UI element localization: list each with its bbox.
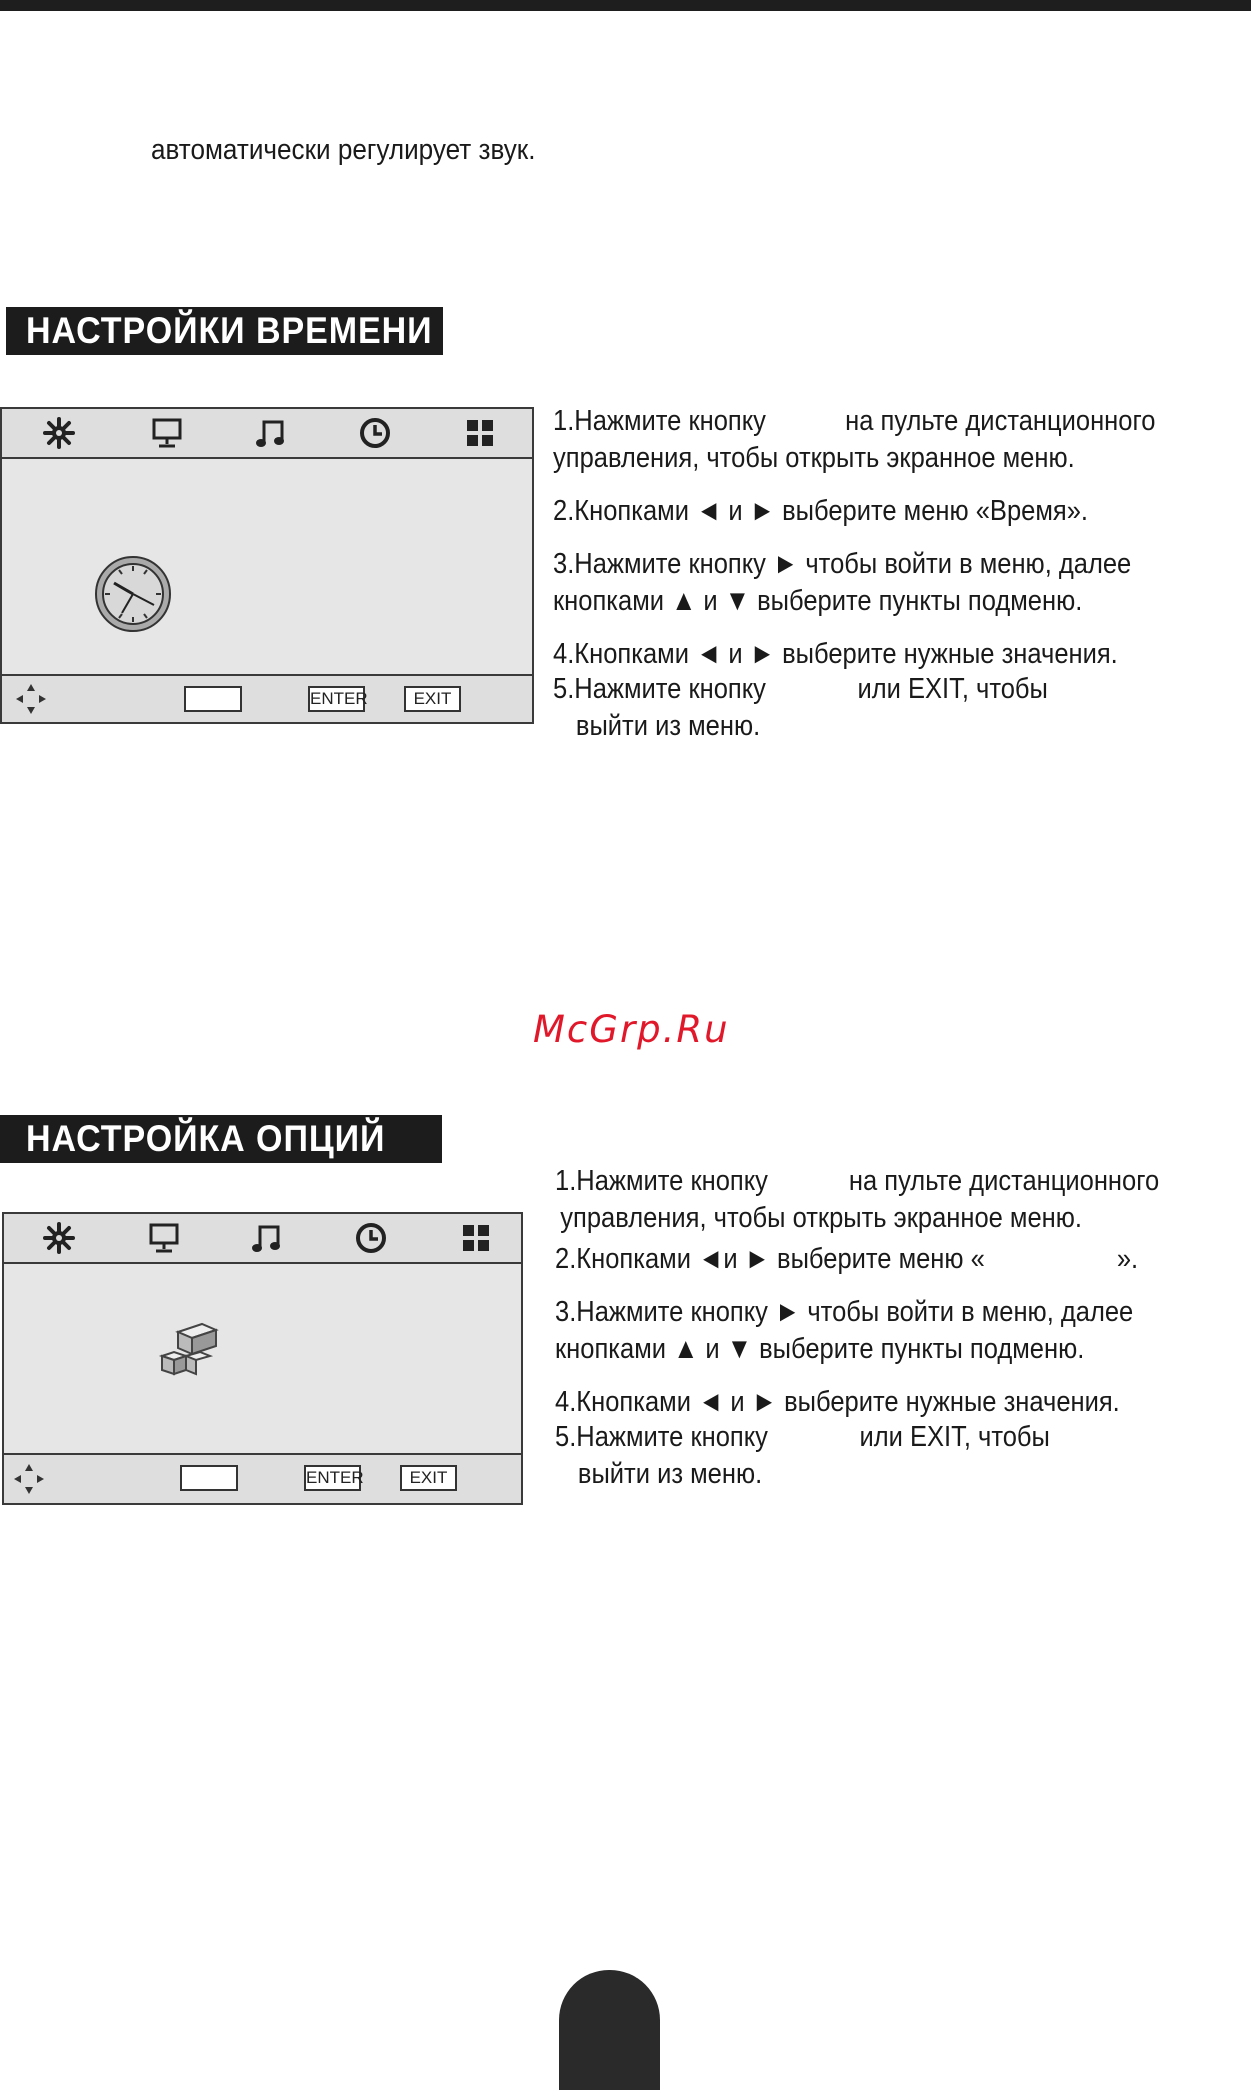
- top-bar: [0, 0, 1251, 11]
- clock-icon[interactable]: [354, 1221, 388, 1255]
- options-grid-icon[interactable]: [459, 1221, 493, 1255]
- step-line: 2.Кнопками ◄ и ► выберите меню «Время».: [553, 495, 1088, 527]
- analog-clock-icon: [94, 555, 172, 633]
- enter-button[interactable]: ENTER: [308, 686, 365, 712]
- menu-tab-bar: [2, 409, 532, 459]
- step-line: 1.Нажмите кнопку на пульте дистанционного: [553, 405, 1156, 437]
- menu-bottom-bar: [4, 1453, 521, 1503]
- menu-bottom-bar: [2, 674, 532, 722]
- move-arrows-icon: [14, 682, 48, 716]
- osd-menu-time: [0, 407, 534, 724]
- screen-icon[interactable]: [147, 1221, 181, 1255]
- exit-button[interactable]: EXIT: [404, 686, 461, 712]
- clock-icon[interactable]: [358, 416, 392, 450]
- music-note-icon[interactable]: [253, 416, 287, 450]
- exit-button[interactable]: EXIT: [400, 1465, 457, 1491]
- intro-text: автоматически регулирует звук.: [151, 134, 536, 166]
- step-line: 1.Нажмите кнопку на пульте дистанционного: [555, 1165, 1160, 1197]
- step-line: выйти из меню.: [575, 710, 761, 742]
- step-line: 3.Нажмите кнопку ► чтобы войти в меню, далее: [553, 548, 1132, 580]
- options-grid-icon[interactable]: [463, 416, 497, 450]
- menu-tab-bar: [4, 1214, 521, 1264]
- screen-icon[interactable]: [150, 416, 184, 450]
- move-arrows-icon: [12, 1462, 46, 1496]
- step-line: 3.Нажмите кнопку ► чтобы войти в меню, далее: [555, 1296, 1134, 1328]
- menu-key-button[interactable]: [180, 1465, 238, 1491]
- step-line: кнопками ▲ и ▼ выберите пункты подменю.: [553, 585, 1083, 617]
- enter-button[interactable]: ENTER: [304, 1465, 361, 1491]
- menu-key-button[interactable]: [184, 686, 242, 712]
- picture-icon[interactable]: [42, 1221, 76, 1255]
- picture-icon[interactable]: [42, 416, 76, 450]
- step-line: 5.Нажмите кнопку или EXIT, чтобы: [553, 673, 1048, 705]
- page-number-tab: [559, 1970, 660, 2090]
- instructions-time: [553, 403, 1155, 745]
- step-line: управления, чтобы открыть экранное меню.: [553, 442, 1075, 474]
- step-line: 4.Кнопками ◄ и ► выберите нужные значения.: [553, 638, 1118, 670]
- section-heading-time: [6, 307, 443, 355]
- options-blocks-icon: [156, 1320, 222, 1382]
- instructions-options: [555, 1163, 1159, 1493]
- step-line: кнопками ▲ и ▼ выберите пункты подменю.: [555, 1333, 1085, 1365]
- osd-menu-options: [2, 1212, 523, 1505]
- step-line: управления, чтобы открыть экранное меню.: [560, 1202, 1082, 1234]
- step-line: выйти из меню.: [577, 1458, 763, 1490]
- step-line: 2.Кнопками ◄и ► выберите меню « ».: [555, 1243, 1139, 1275]
- watermark: McGrp.Ru: [533, 1008, 730, 1051]
- step-line: 4.Кнопками ◄ и ► выберите нужные значения.: [555, 1386, 1120, 1418]
- step-line: 5.Нажмите кнопку или EXIT, чтобы: [555, 1421, 1050, 1453]
- section-title: НАСТРОЙКА ОПЦИЙ: [26, 1118, 386, 1159]
- section-title: НАСТРОЙКИ ВРЕМЕНИ: [26, 310, 433, 351]
- section-heading-options: [0, 1115, 442, 1163]
- music-note-icon[interactable]: [249, 1221, 283, 1255]
